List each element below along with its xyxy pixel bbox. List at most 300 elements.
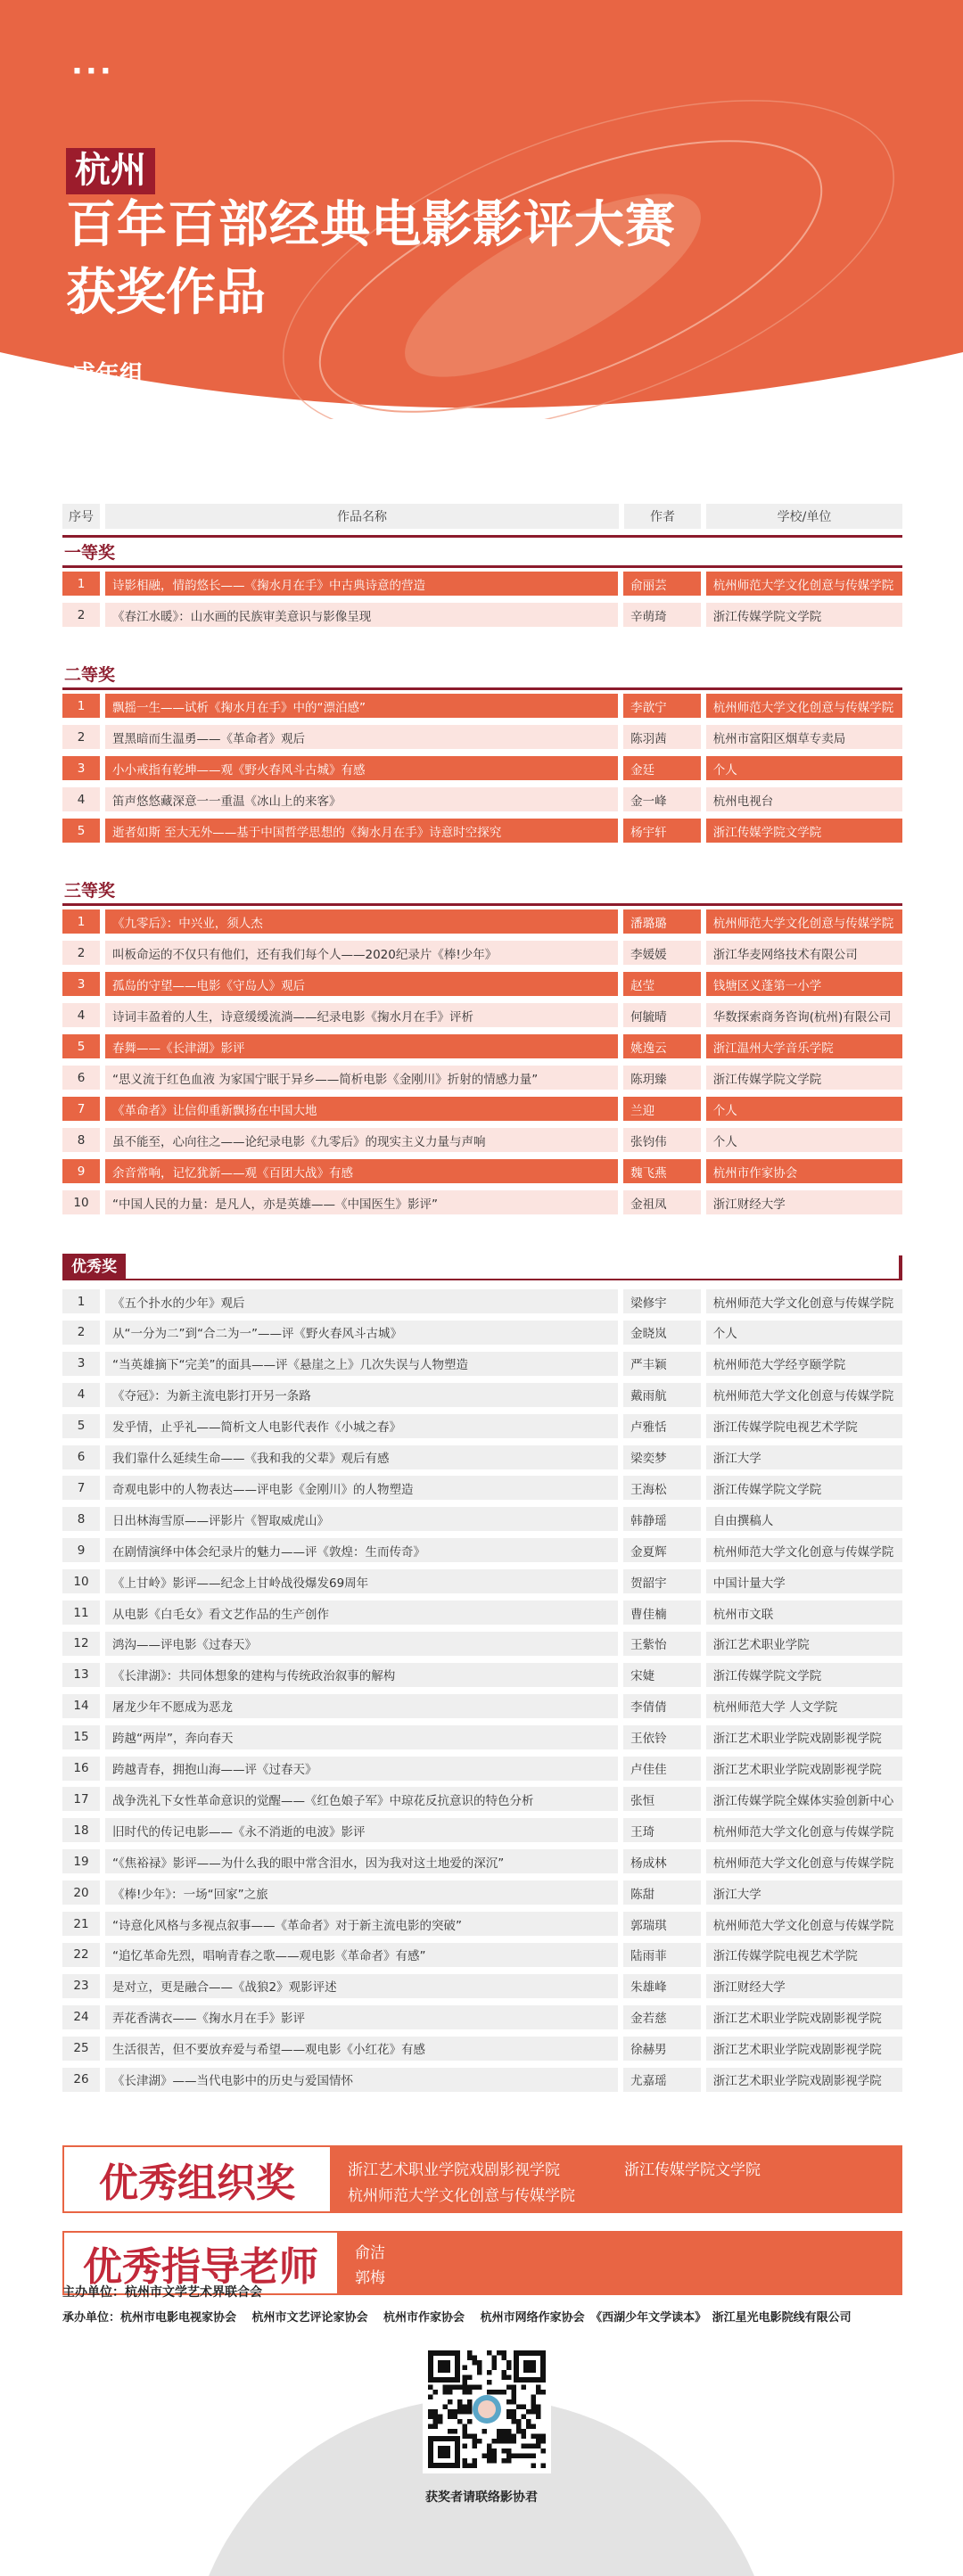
qr-module	[506, 2448, 512, 2454]
row-author: 宋婕	[623, 1663, 701, 1687]
row-author: 朱雄峰	[623, 1974, 701, 1998]
table-row	[62, 756, 902, 780]
row-index: 2	[62, 603, 100, 627]
qr-module	[453, 2429, 458, 2434]
qr-module	[463, 2434, 468, 2440]
host-unit: 主办单位：杭州市文学艺术界联合会	[62, 2285, 262, 2300]
table-row	[62, 1725, 902, 1749]
teacher-award-label: 优秀指导老师	[62, 2231, 337, 2295]
col-unit: 学校/单位	[706, 504, 902, 529]
qr-module	[463, 2375, 468, 2381]
row-index: 16	[62, 1757, 100, 1781]
qr-module	[497, 2434, 502, 2440]
qr-module	[463, 2424, 468, 2430]
row-author: 王琦	[623, 1818, 701, 1842]
row-author: 卢佳佳	[623, 1757, 701, 1781]
table-row	[62, 2068, 902, 2092]
row-author: 郭瑞琪	[623, 1912, 701, 1936]
qr-module	[492, 2439, 498, 2444]
row-index: 12	[62, 1632, 100, 1656]
row-author: 贺韶宇	[623, 1569, 701, 1593]
row-author: 曹佳楠	[623, 1601, 701, 1625]
row-work: 屠龙少年不愿成为恶龙	[105, 1694, 618, 1718]
row-author: 韩静瑶	[623, 1507, 701, 1531]
table-row	[62, 941, 902, 965]
table-header	[62, 504, 902, 529]
qr-module	[536, 2439, 541, 2444]
row-author: 陈玥臻	[623, 1066, 701, 1090]
row-work: 奇观电影中的人物表达——评电影《金刚川》的人物塑造	[105, 1476, 618, 1500]
excellent-divider	[62, 1279, 902, 1280]
org-unit: 浙江艺术职业学院戏剧影视学院	[348, 2161, 560, 2179]
row-author: 辛萌琦	[623, 603, 701, 627]
qr-module	[522, 2454, 527, 2459]
org-unit: 杭州师范大学文化创意与传媒学院	[348, 2187, 575, 2205]
qr-module	[448, 2390, 453, 2395]
table-row	[62, 1476, 902, 1500]
row-unit: 浙江华麦网络技术有限公司	[706, 941, 902, 965]
section-divider	[62, 565, 902, 568]
qr-module	[492, 2366, 498, 2371]
row-unit: 杭州师范大学文化创意与传媒学院	[706, 572, 902, 596]
row-author: 陆雨菲	[623, 1943, 701, 1967]
row-author: 金廷	[623, 756, 701, 780]
qr-module	[516, 2429, 522, 2434]
row-author: 严丰颖	[623, 1352, 701, 1376]
qr-module	[516, 2424, 522, 2430]
row-index: 9	[62, 1159, 100, 1183]
qr-module	[487, 2380, 492, 2385]
qr-module	[506, 2409, 512, 2415]
qr-module	[438, 2415, 443, 2420]
row-unit: 浙江传媒学院文学院	[706, 603, 902, 627]
qr-module	[492, 2360, 498, 2366]
qr-module	[457, 2385, 463, 2391]
qr-module	[497, 2350, 502, 2356]
row-author: 姚逸云	[623, 1034, 701, 1058]
row-index: 14	[62, 1694, 100, 1718]
row-author: 李歆宁	[623, 694, 701, 718]
qr-module	[541, 2464, 547, 2469]
table-row	[62, 694, 902, 718]
qr-module	[467, 2390, 473, 2395]
qr-module	[502, 2375, 507, 2381]
qr-module	[516, 2454, 522, 2459]
qr-module	[541, 2439, 547, 2444]
qr-module	[516, 2405, 522, 2410]
qr-module	[526, 2424, 531, 2430]
row-index: 3	[62, 1352, 100, 1376]
qr-module	[473, 2360, 478, 2366]
table-row	[62, 1757, 902, 1781]
row-index: 5	[62, 819, 100, 843]
qr-module	[522, 2405, 527, 2410]
table-row	[62, 1321, 902, 1345]
qr-module	[497, 2429, 502, 2434]
row-index: 1	[62, 909, 100, 934]
row-index: 9	[62, 1538, 100, 1562]
qr-module	[506, 2415, 512, 2420]
table-row	[62, 1912, 902, 1936]
qr-module	[526, 2454, 531, 2459]
qr-module	[467, 2419, 473, 2424]
qr-module	[487, 2390, 492, 2395]
qr-code-image	[423, 2345, 551, 2473]
row-work: 《长津湖》：共同体想象的建构与传统政治叙事的解构	[105, 1663, 618, 1687]
qr-module	[522, 2429, 527, 2434]
qr-module	[467, 2350, 473, 2356]
qr-module	[473, 2439, 478, 2444]
table-row	[62, 1414, 902, 1438]
qr-module	[492, 2454, 498, 2459]
row-unit: 杭州师范大学文化创意与传媒学院	[706, 1383, 902, 1407]
row-unit: 杭州师范大学文化创意与传媒学院	[706, 1818, 902, 1842]
row-index: 2	[62, 725, 100, 749]
qr-module	[467, 2464, 473, 2469]
row-work: “《焦裕禄》影评——为什么我的眼中常含泪水，因为我对这土地爱的深沉”	[105, 1849, 618, 1873]
row-author: 金晓岚	[623, 1321, 701, 1345]
col-work: 作品名称	[105, 504, 619, 529]
qr-module	[506, 2385, 512, 2391]
qr-module	[506, 2360, 512, 2366]
qr-module	[428, 2395, 433, 2400]
section-title: 三等奖	[64, 881, 116, 901]
qr-module	[433, 2409, 439, 2415]
row-index: 2	[62, 941, 100, 965]
table-row	[62, 1881, 902, 1905]
qr-module	[443, 2390, 449, 2395]
qr-module	[506, 2366, 512, 2371]
row-unit: 浙江传媒学院文学院	[706, 819, 902, 843]
qr-module	[502, 2350, 507, 2356]
qr-module	[467, 2385, 473, 2391]
table-row	[62, 1694, 902, 1718]
row-work: “当英雄摘下“完美”的面具——评《悬崖之上》几次失误与人物塑造	[105, 1352, 618, 1376]
qr-module	[502, 2356, 507, 2361]
row-work: 《上甘岭》影评——纪念上甘岭战役爆发69周年	[105, 1569, 618, 1593]
qr-module	[531, 2444, 537, 2449]
qr-module	[463, 2385, 468, 2391]
row-author: 张钧伟	[623, 1128, 701, 1152]
row-work: 是对立，更是融合——《战狼2》观影评述	[105, 1974, 618, 1998]
row-author: 张恒	[623, 1787, 701, 1811]
qr-module	[477, 2439, 482, 2444]
qr-module	[516, 2419, 522, 2424]
table-row	[62, 1569, 902, 1593]
qr-module	[522, 2385, 527, 2391]
section-title: 二等奖	[64, 665, 116, 685]
row-index: 4	[62, 787, 100, 811]
table-row	[62, 1383, 902, 1407]
row-unit: 杭州师范大学文化创意与传媒学院	[706, 1289, 902, 1313]
org-award-units	[330, 2145, 902, 2213]
qr-module	[512, 2399, 517, 2405]
row-work: 战争洗礼下女性革命意识的觉醒——《红色娘子军》中琼花反抗意识的特色分析	[105, 1787, 618, 1811]
row-work: 生活很苦，但不要放弃爱与希望——观电影《小红花》有感	[105, 2037, 618, 2061]
row-unit: 浙江大学	[706, 1881, 902, 1905]
col-author: 作者	[624, 504, 701, 529]
qr-module	[457, 2399, 463, 2405]
qr-module	[492, 2356, 498, 2361]
row-author: 杨宇轩	[623, 819, 701, 843]
qr-module	[512, 2434, 517, 2440]
qr-module	[526, 2444, 531, 2449]
qr-module	[433, 2424, 439, 2430]
row-unit: 个人	[706, 1097, 902, 1121]
row-index: 8	[62, 1128, 100, 1152]
qr-module	[536, 2405, 541, 2410]
table-row	[62, 1097, 902, 1121]
row-unit: 浙江艺术职业学院	[706, 1632, 902, 1656]
row-author: 王海松	[623, 1476, 701, 1500]
row-unit: 杭州市文联	[706, 1601, 902, 1625]
row-work: “追忆革命先烈，唱响青春之歌——观电影《革命者》有感”	[105, 1943, 618, 1967]
qr-module	[506, 2458, 512, 2464]
row-work: 余音常响，记忆犹新——观《百团大战》有感	[105, 1159, 618, 1183]
row-work: 《革命者》让信仰重新飘扬在中国大地	[105, 1097, 618, 1121]
qr-module	[487, 2370, 492, 2375]
table-row	[62, 1538, 902, 1562]
qr-module	[453, 2409, 458, 2415]
qr-module	[502, 2370, 507, 2375]
qr-module	[428, 2424, 433, 2430]
qr-module	[448, 2415, 453, 2420]
row-work: 鸿沟——评电影《过春天》	[105, 1632, 618, 1656]
org-award-label: 优秀组织奖	[62, 2145, 330, 2213]
menu-dots[interactable]: ···	[71, 53, 114, 89]
qr-module	[531, 2434, 537, 2440]
row-index: 24	[62, 2005, 100, 2029]
qr-module	[467, 2409, 473, 2415]
row-unit: 浙江温州大学音乐学院	[706, 1034, 902, 1058]
qr-module	[438, 2419, 443, 2424]
qr-module	[487, 2458, 492, 2464]
row-unit: 中国计量大学	[706, 1569, 902, 1593]
qr-module	[463, 2390, 468, 2395]
row-work: 旧时代的传记电影——《永不消逝的电波》影评	[105, 1818, 618, 1842]
row-author: 杨成林	[623, 1849, 701, 1873]
qr-code[interactable]	[423, 2345, 551, 2473]
qr-module	[522, 2415, 527, 2420]
row-work: 发乎情，止乎礼——简析文人电影代表作《小城之春》	[105, 1414, 618, 1438]
row-work: 置黑暗而生温勇——《革命者》观后	[105, 725, 618, 749]
row-index: 19	[62, 1849, 100, 1873]
table-row	[62, 1849, 902, 1873]
table-row	[62, 1974, 902, 1998]
row-index: 20	[62, 1881, 100, 1905]
qr-module	[463, 2464, 468, 2469]
row-author: 戴雨航	[623, 1383, 701, 1407]
qr-module	[457, 2419, 463, 2424]
row-work: 从电影《白毛女》看文艺作品的生产创作	[105, 1601, 618, 1625]
row-unit: 浙江传媒学院电视艺术学院	[706, 1414, 902, 1438]
qr-module	[433, 2415, 439, 2420]
qr-module	[522, 2434, 527, 2440]
qr-module	[477, 2370, 482, 2375]
qr-module	[448, 2429, 453, 2434]
row-unit: 杭州师范大学文化创意与传媒学院	[706, 1912, 902, 1936]
row-author: 金祖凤	[623, 1190, 701, 1214]
row-work: 逝者如斯 至大无外——基于中国哲学思想的《掬水月在手》诗意时空探究	[105, 819, 618, 843]
qr-module	[531, 2409, 537, 2415]
qr-module	[536, 2415, 541, 2420]
row-author: 卢雅恬	[623, 1414, 701, 1438]
qr-module	[531, 2399, 537, 2405]
row-author: 何毓晴	[623, 1003, 701, 1027]
qr-module	[487, 2454, 492, 2459]
row-unit: 浙江传媒学院文学院	[706, 1066, 902, 1090]
qr-module	[428, 2409, 433, 2415]
row-index: 3	[62, 972, 100, 996]
table-row	[62, 1159, 902, 1183]
row-unit: 浙江大学	[706, 1445, 902, 1469]
row-index: 10	[62, 1569, 100, 1593]
row-author: 尤嘉瑶	[623, 2068, 701, 2092]
table-row	[62, 1943, 902, 1967]
qr-module	[502, 2434, 507, 2440]
row-unit: 杭州市富阳区烟草专卖局	[706, 725, 902, 749]
row-unit: 华数探索商务咨询(杭州)有限公司	[706, 1003, 902, 1027]
qr-module	[443, 2385, 449, 2391]
qr-module	[541, 2434, 547, 2440]
row-work: 《春江水暖》：山水画的民族审美意识与影像呈现	[105, 603, 618, 627]
row-author: 陈甜	[623, 1881, 701, 1905]
qr-module	[506, 2454, 512, 2459]
row-unit: 浙江传媒学院文学院	[706, 1663, 902, 1687]
table-row	[62, 1787, 902, 1811]
qr-module	[497, 2390, 502, 2395]
qr-module	[512, 2409, 517, 2415]
qr-module	[473, 2434, 478, 2440]
row-unit: 浙江传媒学院电视艺术学院	[706, 1943, 902, 1967]
row-author: 兰迎	[623, 1097, 701, 1121]
row-unit: 杭州师范大学文化创意与传媒学院	[706, 694, 902, 718]
row-unit: 杭州师范大学文化创意与传媒学院	[706, 1538, 902, 1562]
row-index: 26	[62, 2068, 100, 2092]
row-work: 跨越青春，拥抱山海——评《过春天》	[105, 1757, 618, 1781]
row-index: 7	[62, 1476, 100, 1500]
row-work: 春舞——《长津湖》影评	[105, 1034, 618, 1058]
row-author: 王紫怡	[623, 1632, 701, 1656]
qr-module	[428, 2385, 433, 2391]
org-unit: 浙江传媒学院文学院	[624, 2161, 761, 2179]
qr-module	[487, 2448, 492, 2454]
row-unit: 杭州师范大学文化创意与传媒学院	[706, 1849, 902, 1873]
qr-module	[531, 2405, 537, 2410]
row-unit: 浙江传媒学院文学院	[706, 1476, 902, 1500]
qr-module	[502, 2439, 507, 2444]
row-work: 叫板命运的不仅只有他们，还有我们每个人——2020纪录片《棒!少年》	[105, 941, 618, 965]
teacher-name: 俞洁	[355, 2244, 385, 2262]
row-index: 6	[62, 1445, 100, 1469]
row-author: 陈羽茜	[623, 725, 701, 749]
row-author: 李媛媛	[623, 941, 701, 965]
qr-module	[473, 2464, 478, 2469]
qr-module	[482, 2429, 488, 2434]
qr-module	[457, 2405, 463, 2410]
row-unit: 浙江艺术职业学院戏剧影视学院	[706, 2037, 902, 2061]
qr-module	[512, 2415, 517, 2420]
row-index: 5	[62, 1034, 100, 1058]
qr-module	[492, 2390, 498, 2395]
row-work: 《棒!少年》：一场“回家”之旅	[105, 1881, 618, 1905]
row-unit: 个人	[706, 1321, 902, 1345]
qr-module	[467, 2375, 473, 2381]
qr-module	[506, 2375, 512, 2381]
row-author: 徐赫男	[623, 2037, 701, 2061]
qr-module	[512, 2419, 517, 2424]
qr-module	[448, 2409, 453, 2415]
header-divider	[62, 535, 902, 538]
row-unit: 浙江艺术职业学院戏剧影视学院	[706, 2068, 902, 2092]
qr-module	[463, 2458, 468, 2464]
qr-module	[448, 2399, 453, 2405]
qr-module	[473, 2458, 478, 2464]
qr-module	[492, 2458, 498, 2464]
qr-module	[531, 2395, 537, 2400]
qr-module	[467, 2399, 473, 2405]
qr-module	[512, 2385, 517, 2391]
row-work: 孤岛的守望——电影《守岛人》观后	[105, 972, 618, 996]
organizer-units: 承办单位：杭州市电影电视家协会 杭州市文艺评论家协会 杭州市作家协会 杭州市网络作家协会 《西湖少年文学读本》 浙江星光电影院线有限公司	[62, 2311, 852, 2325]
qr-module	[463, 2405, 468, 2410]
row-work: 笛声悠悠藏深意一一重温《冰山上的来客》	[105, 787, 618, 811]
qr-module	[502, 2458, 507, 2464]
row-work: 《夺冠》：为新主流电影打开另一条路	[105, 1383, 618, 1407]
row-work: 《九零后》：中兴业，须人杰	[105, 909, 618, 934]
section-divider	[62, 687, 902, 690]
row-unit: 个人	[706, 1128, 902, 1152]
row-unit: 杭州电视台	[706, 787, 902, 811]
qr-module	[512, 2454, 517, 2459]
table-row	[62, 787, 902, 811]
row-author: 魏飞燕	[623, 1159, 701, 1183]
row-index: 4	[62, 1383, 100, 1407]
table-row	[62, 1190, 902, 1214]
row-index: 2	[62, 1321, 100, 1345]
qr-module	[526, 2419, 531, 2424]
row-author: 赵莹	[623, 972, 701, 996]
table-row	[62, 819, 902, 843]
row-index: 15	[62, 1725, 100, 1749]
row-index: 8	[62, 1507, 100, 1531]
qr-module	[428, 2415, 433, 2420]
hero-banner	[0, 0, 963, 419]
row-author: 李倩倩	[623, 1694, 701, 1718]
qr-module	[433, 2390, 439, 2395]
table-row	[62, 572, 902, 596]
row-unit: 浙江艺术职业学院戏剧影视学院	[706, 1725, 902, 1749]
qr-module	[477, 2385, 482, 2391]
qr-module	[473, 2385, 478, 2391]
excellent-marker	[899, 1255, 902, 1279]
table-row	[62, 1289, 902, 1313]
row-unit: 浙江艺术职业学院戏剧影视学院	[706, 1757, 902, 1781]
row-index: 3	[62, 756, 100, 780]
qr-module	[531, 2424, 537, 2430]
qr-module	[506, 2434, 512, 2440]
qr-module	[536, 2409, 541, 2415]
row-work: 从“一分为二”到“合二为一”——评《野火春风斗古城》	[105, 1321, 618, 1345]
qr-module	[522, 2444, 527, 2449]
qr-module	[448, 2385, 453, 2391]
col-index: 序号	[62, 504, 100, 529]
section-divider	[62, 903, 902, 906]
page-title: 百年百部经典电影影评大赛	[66, 195, 676, 254]
qr-module	[457, 2409, 463, 2415]
row-work: “中国人民的力量：是凡人，亦是英雄——《中国医生》影评”	[105, 1190, 618, 1214]
row-unit: 钱塘区义蓬第一小学	[706, 972, 902, 996]
